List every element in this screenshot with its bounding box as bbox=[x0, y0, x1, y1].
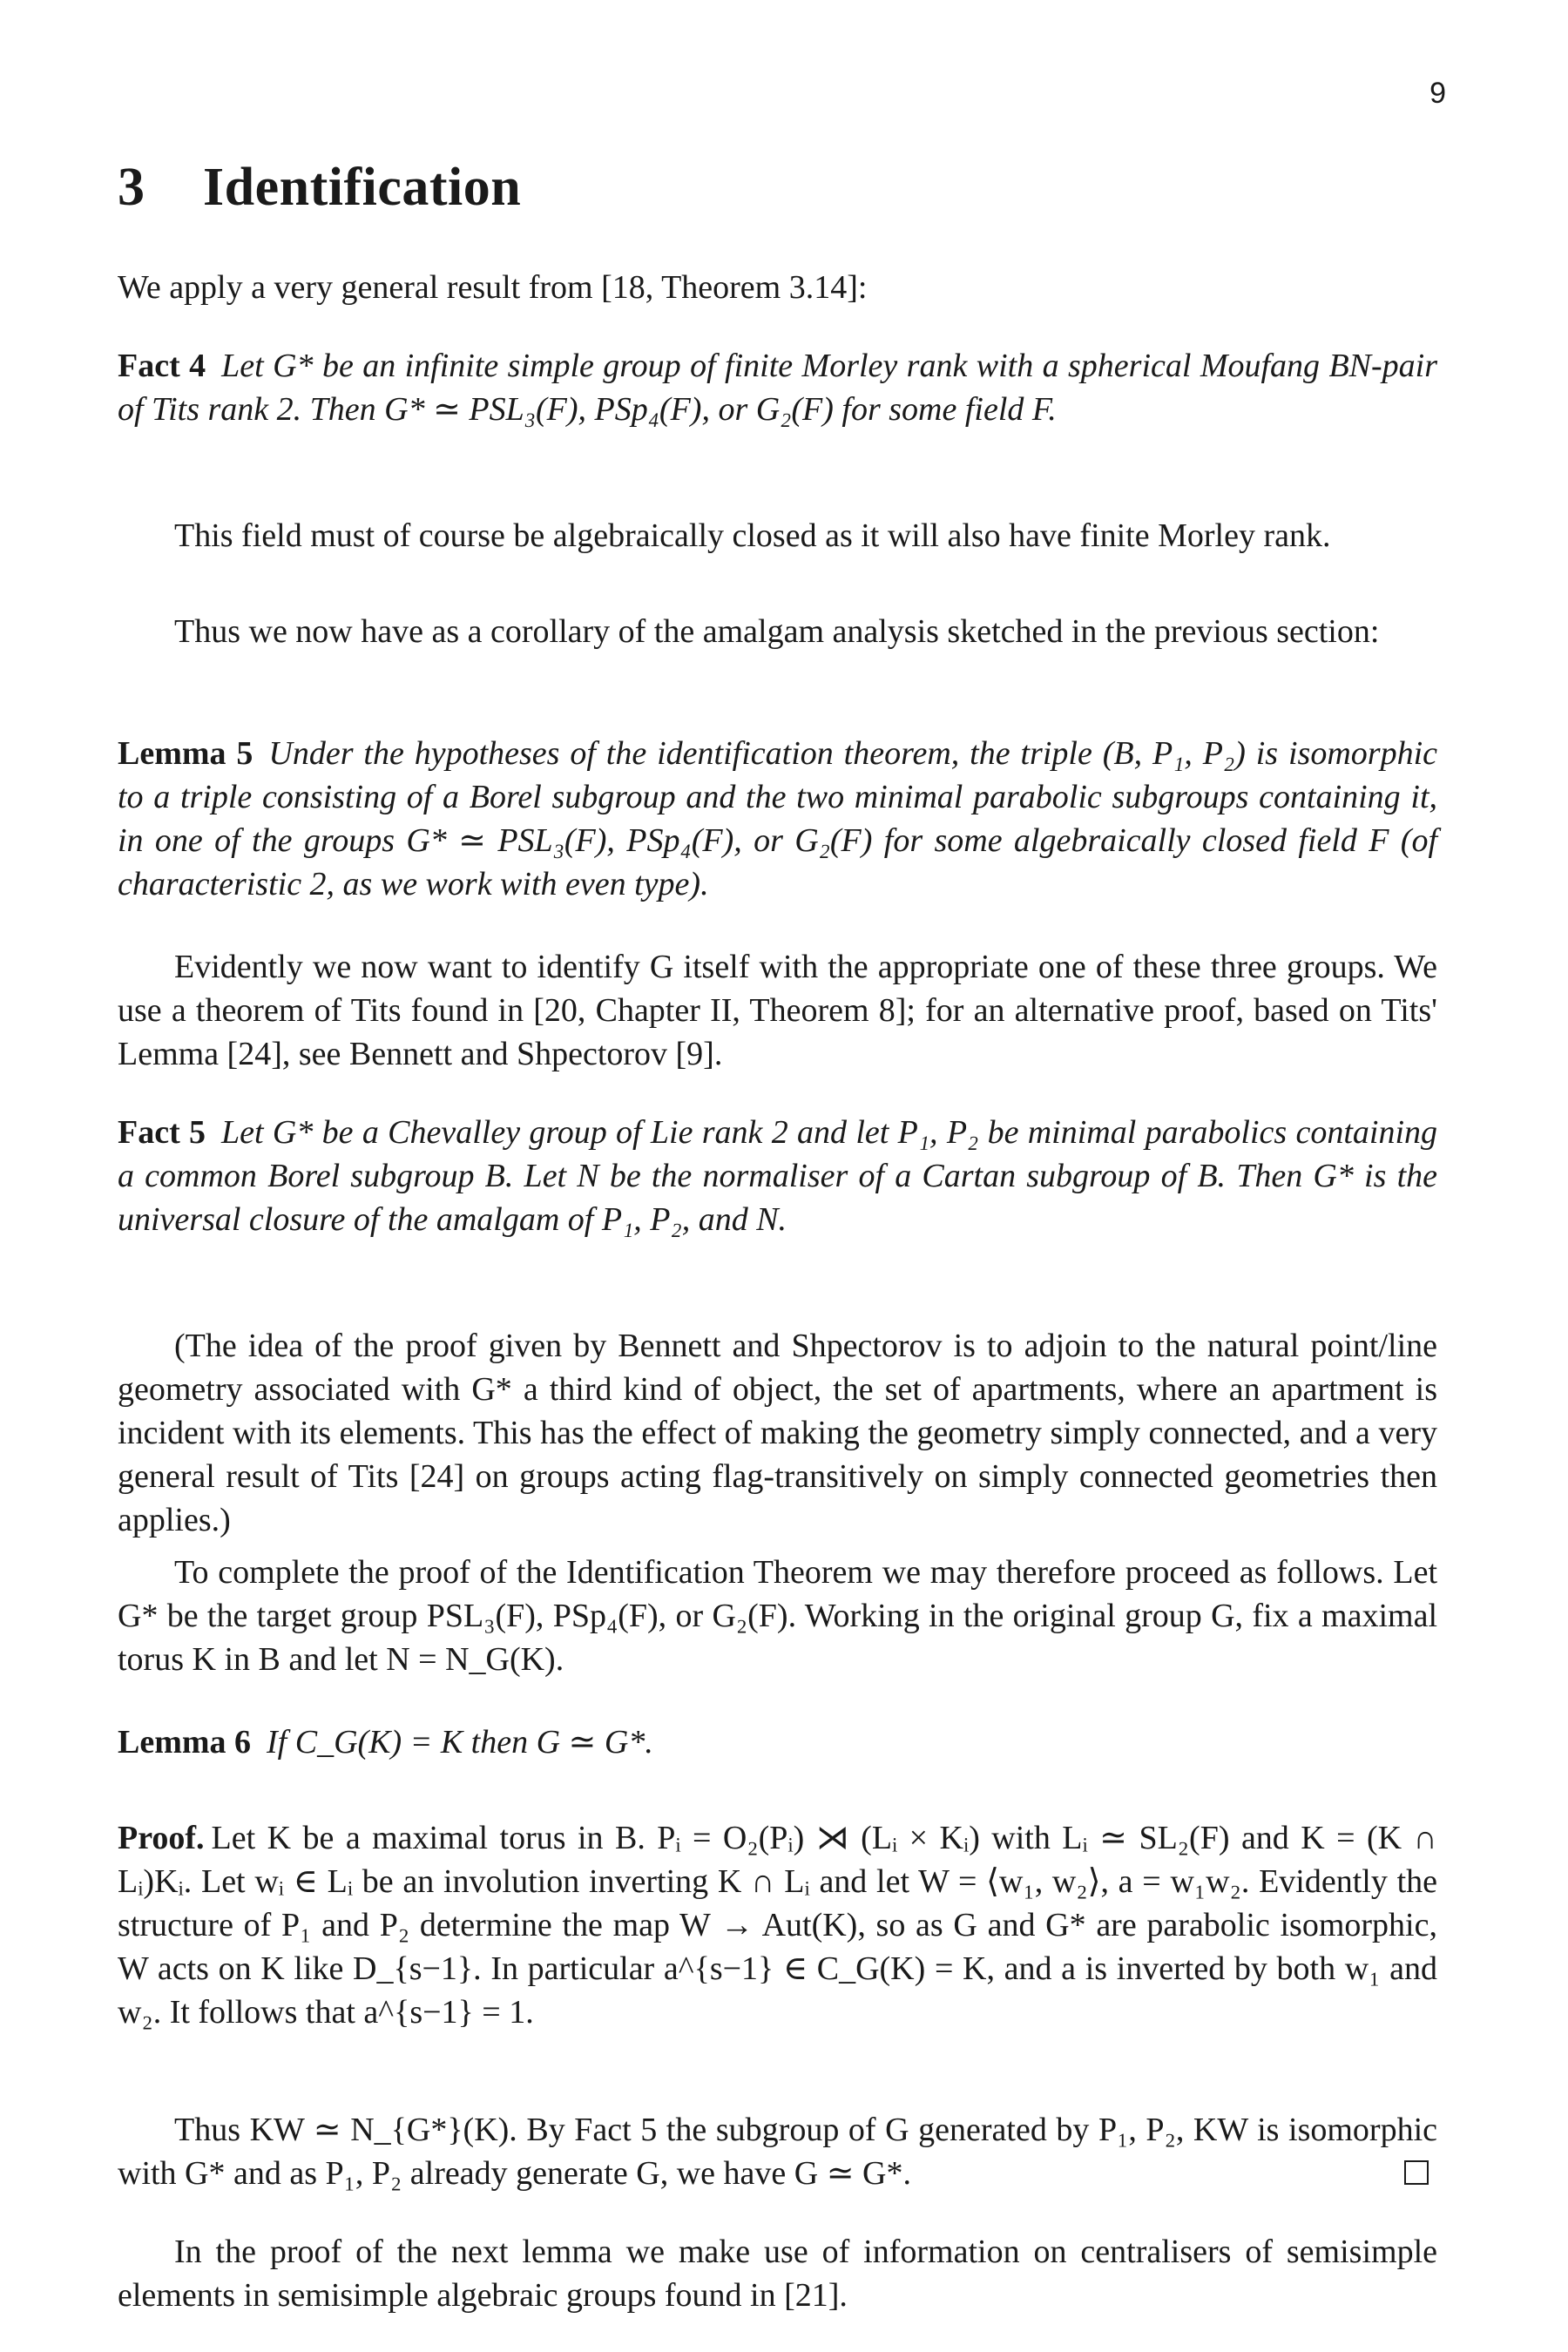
proof-paragraph bbox=[118, 1816, 1437, 2034]
lemma-5-text: Under the hypotheses of the identification theorem, the triple (B, P₁, P₂) is isomorphic to a triple consisting of a Borel subgroup and the two minimal parabolic subgroups containing it, in one of the groups G* ≃ PSL₃(F), PSp₄(F), or G₂(F) for some algebraically closed field F (of characteristic 2, as we work with even type). bbox=[118, 735, 1437, 902]
fact-4-text: Let G* be an infinite simple group of finite Morley rank with a spherical Moufang BN-pair of Tits rank 2. Then G* ≃ PSL₃(F), PSp₄(F), or G₂(F) for some field F. bbox=[118, 348, 1437, 428]
fact-5-text: Let G* be a Chevalley group of Lie rank 2 and let P₁, P₂ be minimal parabolics containing a common Borel subgroup B. Let N be the normaliser of a Cartan subgroup of B. Then G* is the universal closure of the amalgam of P₁, P₂, and N. bbox=[118, 1114, 1437, 1238]
next-lemma-paragraph: In the proof of the next lemma we make use of information on centralisers of semisimple elements in semisimple algebraic groups found in [21]. bbox=[118, 2234, 1437, 2314]
lemma-5 bbox=[118, 732, 1437, 906]
lemma-6-text: If C_G(K) = K then G ≃ G*. bbox=[267, 1724, 653, 1761]
fact-4 bbox=[118, 344, 1437, 431]
idea-paragraph: (The idea of the proof given by Bennett and Shpectorov is to adjoin to the natural point/line geometry associated with G* a third kind of object, the set of apartments, where an apartment is incident with its elements. This has the effect of making the geometry simply connected, and a very general result of Tits [24] on groups acting flag-transitively on simply connected geometries then applies.) bbox=[118, 1328, 1437, 1538]
corollary-paragraph: Thus we now have as a corollary of the amalgam analysis sketched in the previous section: bbox=[174, 613, 1380, 650]
complete-paragraph: To complete the proof of the Identification Theorem we may therefore proceed as follows. Let G* be the target group PSL₃(F), PSp₄(F), or G₂(F). Working in the original group G, fix a maximal torus K in B and let N = N_G(K). bbox=[118, 1554, 1437, 1678]
section-number: 3 bbox=[118, 158, 145, 217]
proof-label: Proof. bbox=[118, 1820, 205, 1856]
lemma-5-label: Lemma 5 bbox=[118, 735, 253, 772]
lemma-6 bbox=[118, 1720, 1437, 1764]
field-closed-paragraph: This field must of course be algebraically closed as it will also have finite Morley rank. bbox=[174, 517, 1331, 554]
thus-kw-text: Thus KW ≃ N_{G*}(K). By Fact 5 the subgroup of G generated by P₁, P₂, KW is isomorphic with G* and as P₁, P₂ already generate G, we have G ≃ G*. bbox=[118, 2112, 1437, 2192]
fact-5 bbox=[118, 1111, 1437, 1241]
section-title: Identification bbox=[203, 158, 522, 217]
thus-kw-paragraph bbox=[118, 2108, 1437, 2195]
fact-5-label: Fact 5 bbox=[118, 1114, 206, 1151]
fact-4-label: Fact 4 bbox=[118, 348, 206, 384]
evidently-paragraph: Evidently we now want to identify G itself with the appropriate one of these three groups. We use a theorem of Tits found in [20, Chapter II, Theorem 8]; for an alternative proof, based on Tits' Lemma [24], see Bennett and Shpectorov [9]. bbox=[118, 949, 1437, 1072]
intro-paragraph: We apply a very general result from [18, Theorem 3.14]: bbox=[118, 269, 868, 306]
page-number: 9 bbox=[1429, 77, 1446, 110]
proof-text: Let K be a maximal torus in B. Pᵢ = O₂(Pᵢ) ⋊ (Lᵢ × Kᵢ) with Lᵢ ≃ SL₂(F) and K = (K ∩ Lᵢ)Kᵢ. Let wᵢ ∈ Lᵢ be an involution inverting K ∩ Lᵢ and let W = ⟨w₁, w₂⟩, a = w₁w₂. Evidently the structure of P₁ and P₂ determine the map W → Aut(K), so as G and G* are parabolic isomorphic, W acts on K like D_{s−1}. In particular a^{s−1} ∈ C_G(K) = K, and a is inverted by both w₁ and w₂. It follows that a^{s−1} = 1. bbox=[118, 1820, 1437, 2031]
section-heading bbox=[118, 157, 521, 219]
qed-box-icon bbox=[1404, 2160, 1429, 2185]
lemma-6-label: Lemma 6 bbox=[118, 1724, 252, 1761]
